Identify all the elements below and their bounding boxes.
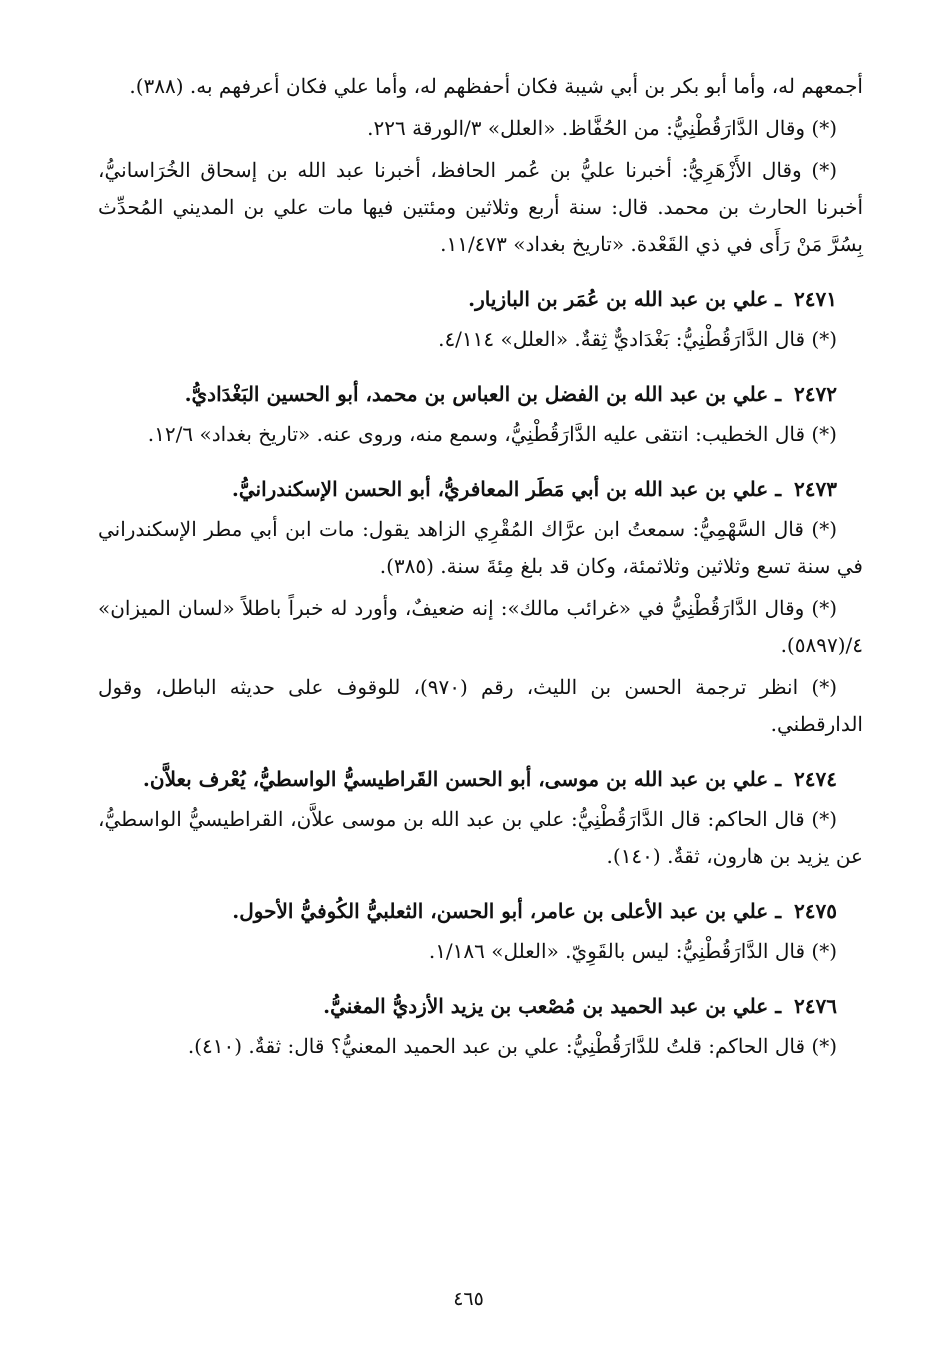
text-paragraph: (*) قال الخطيب: انتقى عليه الدَّارَقُطْنِيُّ، وسمع منه، وروى عنه. «تاريخ بغداد» ١٢/٦. [147,422,837,446]
page-number: ٤٦٥ [453,1288,484,1310]
text-paragraph: (*) قال الحاكم: قلتُ للدَّارَقُطْنِيُّ: علي بن عبد الحميد المعنيُّ؟ قال: ثقةٌ. (٤١٠). [187,1034,837,1058]
biography-entry-heading: ٢٤٧١ ـ علي بن عبد الله بن عُمَر بن البازيار. [468,287,837,311]
entry-title: علي بن عبد الأعلى بن عامر، أبو الحسن، الثعلبيُّ الكُوفيُّ الأحول. [232,899,769,923]
text-paragraph: (*) وقال الأَزْهَرِيُّ: أخبرنا عليُّ بن عُمر الحافظ، أخبرنا عبد الله بن إسحاق الخُرَاسانيُّ، أخبرنا الحارث بن محمد. قال: سنة أربع وثلاثين ومئتين فيها مات علي بن المديني المُحدِّث بِسُرَّ مَنْ رَأَى في ذي القَعْدة. «تاريخ بغداد» ١١/٤٧٣. [98,158,863,256]
entry-number: ٢٤٧٤ [794,767,837,791]
entry-title: علي بن عبد الله بن أبي مَطَر المعافريُّ، أبو الحسن الإسكندرانيُّ. [231,477,769,501]
entry-number: ٢٤٧٣ [794,477,837,501]
page-body [98,68,863,1065]
entry-number: ٢٤٧٢ [794,382,837,406]
biography-entry-heading: ٢٤٧٥ ـ علي بن عبد الأعلى بن عامر، أبو الحسن، الثعلبيُّ الكُوفيُّ الأحول. [232,899,837,923]
text-paragraph: أجمعهم له، وأما أبو بكر بن أبي شيبة فكان أحفظهم له، وأما علي فكان أعرفهم به. (٣٨٨). [129,74,863,98]
entry-title: علي بن عبد الله بن موسى، أبو الحسن القَراطيسيُّ الواسطيُّ، يُعْرف بعلاَّن. [142,767,769,791]
text-paragraph: (*) قال السَّهْمِيُّ: سمعتُ ابن عرَّاك المُقْرِي الزاهد يقول: مات ابن أبي مطر الإسكندراني في سنة تسع وثلاثين وثلاثمئة، وكان قد بلغ مِئةَ سنة. (٣٨٥). [98,517,863,578]
text-paragraph: (*) وقال الدَّارَقُطْنِيُّ: من الحُفَّاظ. «العلل» ٣/الورقة ٢٢٦. [367,116,837,140]
entry-title: علي بن عبد الله بن عُمَر بن البازيار. [468,287,769,311]
text-paragraph: (*) وقال الدَّارَقُطْنِيُّ في «غرائب مالك»: إنه ضعيفٌ، وأورد له خبراً باطلاً «لسان الميزان» ٤/(٥٨٩٧). [98,596,863,657]
text-paragraph: (*) قال الحاكم: قال الدَّارَقُطْنِيُّ: علي بن عبد الله بن موسى علاَّن، القراطيسيُّ الواسطيُّ، عن يزيد بن هارون، ثقةٌ. (١٤٠). [98,807,863,868]
biography-entry-heading: ٢٤٧٣ ـ علي بن عبد الله بن أبي مَطَر المعافريُّ، أبو الحسن الإسكندرانيُّ. [231,477,837,501]
entry-title: علي بن عبد الله بن الفضل بن العباس بن محمد، أبو الحسين البَغْدَاديُّ. [184,382,769,406]
text-paragraph: (*) انظر ترجمة الحسن بن الليث، رقم (٩٧٠)، للوقوف على حديثه الباطل، وقول الدارقطني. [98,675,863,736]
entry-number: ٢٤٧٥ [794,899,837,923]
biography-entry-heading: ٢٤٧٢ ـ علي بن عبد الله بن الفضل بن العباس بن محمد، أبو الحسين البَغْدَاديُّ. [184,382,837,406]
entry-title: علي بن عبد الحميد بن مُصْعب بن يزيد الأزديُّ المغنيُّ. [323,994,769,1018]
biography-entry-heading: ٢٤٧٦ ـ علي بن عبد الحميد بن مُصْعب بن يزيد الأزديُّ المغنيُّ. [323,994,837,1018]
entry-number: ٢٤٧٦ [794,994,837,1018]
entry-number: ٢٤٧١ [794,287,837,311]
biography-entry-heading: ٢٤٧٤ ـ علي بن عبد الله بن موسى، أبو الحسن القَراطيسيُّ الواسطيُّ، يُعْرف بعلاَّن. [142,767,837,791]
text-paragraph: (*) قال الدَّارَقُطْنِيُّ: ليس بالقَوِيّ. «العلل» ١/١٨٦. [428,939,837,963]
text-paragraph: (*) قال الدَّارَقُطْنِيُّ: بَغْدَاديٌّ ثِقةٌ. «العلل» ٤/١١٤. [438,327,837,351]
